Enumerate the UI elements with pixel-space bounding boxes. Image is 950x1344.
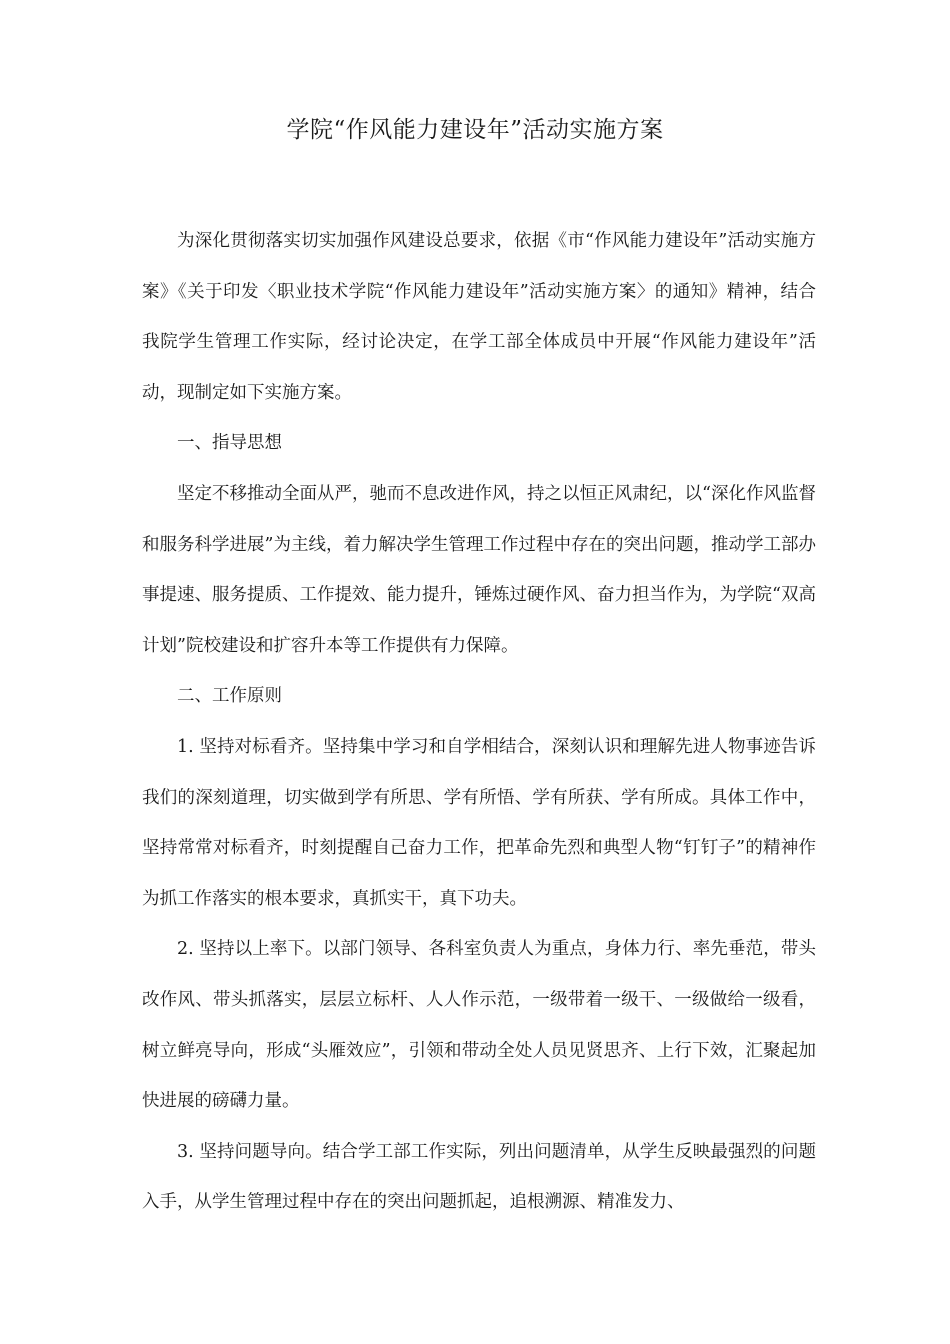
- document-title: 学院“作风能力建设年”活动实施方案: [286, 117, 664, 143]
- document-body: [142, 216, 816, 1228]
- principle-2-paragraph: 2. 坚持以上率下。以部门领导、各科室负责人为重点，身体力行、率先垂范，带头改作风、带头抓落实，层层立标杆、人人作示范，一级带着一级干、一级做给一级看，树立鲜亮导向，形成“头雁效应”，引领和带动全处人员见贤思齐、上行下效，汇聚起加快进展的磅礴力量。: [142, 939, 816, 1112]
- principle-3-paragraph: 3. 坚持问题导向。结合学工部工作实际，列出问题清单，从学生反映最强烈的问题入手，从学生管理过程中存在的突出问题抓起，追根溯源、精准发力、: [142, 1141, 816, 1213]
- section-heading-guiding-thought: 一、指导思想: [177, 433, 282, 454]
- section-heading-work-principles: 二、工作原则: [177, 686, 282, 707]
- intro-paragraph: 为深化贯彻落实切实加强作风建设总要求，依据《市“作风能力建设年”活动实施方案》《关于印发〈职业技术学院“作风能力建设年”活动实施方案〉的通知》精神，结合我院学生管理工作实际，经讨论决定，在学工部全体成员中开展“作风能力建设年”活动，现制定如下实施方案。: [142, 231, 816, 403]
- guiding-thought-paragraph: 坚定不移推动全面从严，驰而不息改进作风，持之以恒正风肃纪，以“深化作风监督和服务科学进展”为主线，着力解决学生管理工作过程中存在的突出问题，推动学工部办事提速、服务提质、工作提效、能力提升，锤炼过硬作风、奋力担当作为，为学院“双高计划”院校建设和扩容升本等工作提供有力保障。: [142, 483, 816, 656]
- principle-1-paragraph: 1. 坚持对标看齐。坚持集中学习和自学相结合，深刻认识和理解先进人物事迹告诉我们的深刻道理，切实做到学有所思、学有所悟、学有所获、学有所成。具体工作中，坚持常常对标看齐，时刻提醒自己奋力工作，把革命先烈和典型人物“钉钉子”的精神作为抓工作落实的根本要求，真抓实干，真下功夫。: [142, 736, 816, 909]
